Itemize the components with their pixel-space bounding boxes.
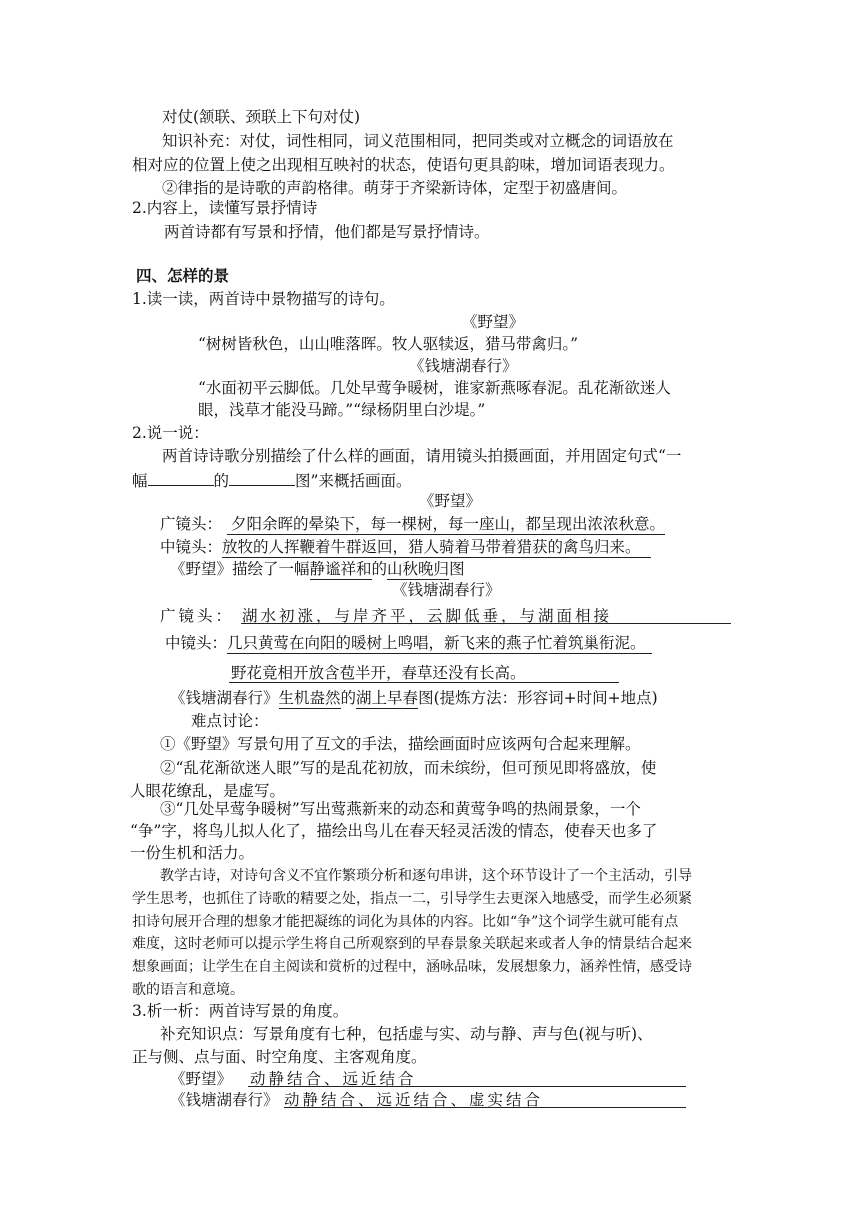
answer-underlined: 静谧祥和 (309, 560, 372, 578)
section-heading: 四、怎样的景 (136, 266, 230, 285)
text-fragment: 《钱塘湖春行》 (170, 689, 279, 707)
blank-line (148, 469, 214, 486)
text-line: 对仗(颔联、颈联上下句对仗) (162, 108, 361, 126)
angle-line (170, 1069, 232, 1089)
underline (241, 623, 731, 624)
note-line: 想象画面；让学生在自主阅读和赏析的过程中，涵咏品味，发展想象力，涵养性情，感受诗 (132, 959, 692, 975)
blank-line (229, 469, 295, 486)
angle-answer: 动静结合、远近结合、虚实结合 (284, 1091, 544, 1109)
text-line: 补充知识点：写景角度有七种，包括虚与实、动与静、声与色(视与听)、 (160, 1025, 653, 1043)
answer-underlined: 湖上早春 (356, 689, 419, 707)
text-line: 一份生机和活力。 (130, 844, 255, 862)
text-fragment: 的 (340, 689, 357, 707)
text-fragment: 的 (213, 472, 230, 490)
text-line: 难点讨论： (191, 712, 269, 730)
angle-answer: 动静结合、远近结合 (250, 1070, 417, 1088)
text-line: 1.读一读，两首诗中景物描写的诗句。 (132, 290, 395, 308)
text-fragment: 图”来概括画面。 (295, 472, 412, 490)
summary-line (170, 559, 465, 580)
text-line: 知识补充：对仗，词性相同，词义范围相同，把同类或对立概念的词语放在 (162, 132, 674, 150)
poem-text: “树树皆秋色，山山唯落晖。牧人驱犊返，猎马带禽归。” (198, 335, 579, 353)
text-fragment: 图(提炼方法：形容词+时间+地点) (418, 689, 658, 707)
poem-text: “水面初平云脚低。几处早莺争暖树，谁家新燕啄春泥。乱花渐欲迷人 (198, 379, 671, 397)
angle-line (170, 1090, 279, 1110)
shot-line (160, 514, 665, 535)
answer-text: 野花竟相开放含苞半开，春草还没有长高。 (231, 664, 526, 682)
poem-title: 《钱塘湖春行》 (392, 581, 501, 599)
summary-line (170, 688, 658, 709)
poem-title: 《野望》 (462, 313, 525, 331)
text-line: 相对应的位置上使之出现相互映衬的状态，使语句更具韵味，增加词语表现力。 (132, 156, 675, 174)
shot-label: 中镜头： (165, 634, 228, 652)
note-line: 歌的语言和意境。 (132, 982, 244, 998)
shot-line (165, 633, 652, 654)
shot-label: 广镜头： (160, 515, 223, 533)
underline (284, 1107, 686, 1108)
shot-line (160, 537, 651, 558)
poem-title: 《钱塘湖春行》 (409, 357, 518, 375)
poem-text: 眼，浅草才能没马蹄。”“绿杨阴里白沙堤。” (198, 401, 486, 419)
answer-underlined: 山秋晚归 (387, 560, 450, 578)
text-line: ②律指的是诗歌的声韵格律。萌芽于齐梁新诗体，定型于初盛唐间。 (162, 179, 628, 197)
text-line: ③“几处早莺争暖树”写出莺燕新来的动态和黄莺争鸣的热闹景象，一个 (160, 800, 641, 818)
shot-label: 广镜头： (160, 607, 235, 625)
text-line: ①《野望》写景句用了互文的手法，描绘画面时应该两句合起来理解。 (160, 735, 641, 753)
note-line: 学生思考，也抓住了诗歌的精要之处，指点一二，引导学生去更深入地感受，而学生必须紧 (132, 891, 692, 907)
poem-label: 《野望》 (170, 1070, 233, 1088)
note-line: 难度，这时老师可以提示学生将自己所观察到的早春景象关联起来或者人争的情景结合起来 (132, 936, 692, 952)
answer-underlined: 夕阳余晖的晕染下，每一棵树，每一座山，都呈现出浓浓秋意。 (227, 515, 665, 535)
text-fragment: 幅 (132, 472, 148, 490)
text-line: ②“乱花渐欲迷人眼”写的是乱花初放，而未缤纷，但可预见即将盛放，使 (160, 759, 657, 777)
underline (248, 1086, 686, 1087)
text-fragment: 《野望》描绘了一幅 (170, 560, 310, 578)
fill-in-line (132, 469, 411, 491)
answer-underlined: 几只黄莺在向阳的暖树上鸣唱，新飞来的燕子忙着筑巢衔泥。 (227, 634, 652, 654)
text-line: 2.内容上，读懂写景抒情诗 (132, 199, 318, 217)
answer-underlined: 放牧的人挥鞭着牛群返回，猎人骑着马带着猎获的禽鸟归来。 (222, 538, 651, 558)
answer-text: 湖水初涨，与岸齐平，云脚低垂，与湖面相接 (241, 607, 612, 625)
text-line: 两首诗都有写景和抒情，他们都是写景抒情诗。 (164, 223, 490, 241)
text-line: 两首诗诗歌分别描绘了什么样的画面，请用镜头拍摄画面，并用固定句式“一 (162, 447, 682, 465)
underline (229, 682, 619, 683)
text-fragment: 图 (449, 560, 465, 578)
note-line: 扣诗句展开合理的想象才能把凝练的词化为具体的内容。比如“争”这个词学生就可能有点 (132, 914, 679, 930)
shot-label: 中镜头： (160, 538, 223, 556)
text-fragment: 的 (371, 560, 388, 578)
poem-title: 《野望》 (419, 492, 482, 510)
note-line: 教学古诗，对诗句含义不宜作繁琐分析和逐句串讲，这个环节设计了一个主活动，引导 (160, 868, 692, 884)
text-line: 2.说一说： (132, 424, 209, 442)
text-line: 人眼花缭乱，是虚写。 (130, 782, 286, 800)
poem-label: 《钱塘湖春行》 (170, 1091, 279, 1109)
text-line: 正与侧、点与面、时空角度、主客观角度。 (132, 1048, 427, 1066)
answer-underlined: 生机盎然 (278, 689, 341, 707)
text-line: “争”字，将鸟儿拟人化了，描绘出鸟儿在春天轻灵活泼的情态，使春天也多了 (130, 822, 658, 840)
text-line: 3.析一析：两首诗写景的角度。 (132, 1002, 349, 1020)
